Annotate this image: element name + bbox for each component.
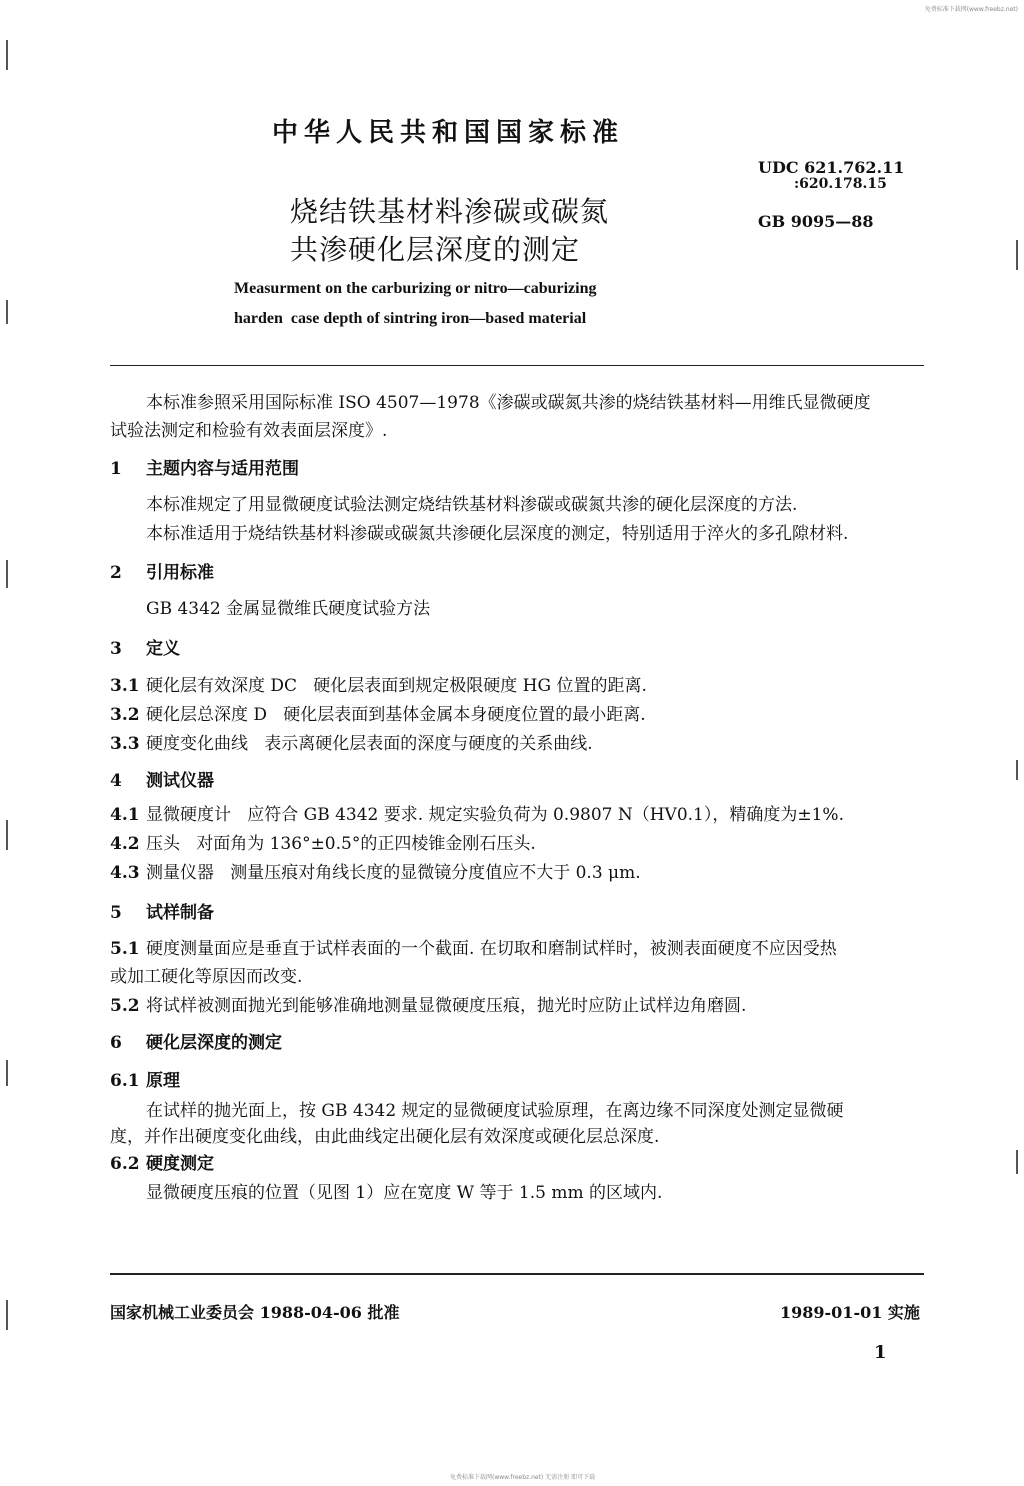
section-5-heading bbox=[110, 902, 214, 924]
section-title: 测试仪器 bbox=[146, 771, 214, 791]
section-2-heading bbox=[110, 562, 214, 584]
standard-number: GB 9095—88 bbox=[758, 212, 874, 231]
clause-5-1-continued: 或加工硬化等原因而改变. bbox=[110, 967, 303, 987]
udc-code-line2: :620.178.15 bbox=[794, 176, 887, 192]
national-standard-heading: 中华人民共和国国家标准 bbox=[272, 118, 625, 148]
clause-number: 4.2 bbox=[110, 834, 140, 854]
section-number: 4 bbox=[110, 771, 122, 791]
footer-divider bbox=[110, 1273, 924, 1275]
clause-3-1 bbox=[110, 675, 647, 697]
clause-text: 硬化层有效深度 DC 硬化层表面到规定极限硬度 HG 位置的距离. bbox=[146, 676, 647, 696]
clause-number: 6.2 bbox=[110, 1154, 140, 1174]
clause-title: 原理 bbox=[146, 1071, 180, 1091]
clause-number: 4.3 bbox=[110, 863, 140, 883]
section-1-heading bbox=[110, 458, 299, 480]
clause-number: 3.3 bbox=[110, 734, 140, 754]
clause-text: 测量仪器 测量压痕对角线长度的显微镜分度值应不大于 0.3 μm. bbox=[146, 863, 641, 883]
clause-4-1 bbox=[110, 804, 844, 826]
section-2-paragraph1: GB 4342 金属显微维氏硬度试验方法 bbox=[146, 599, 431, 619]
clause-6-2-heading bbox=[110, 1153, 214, 1175]
section-6-heading bbox=[110, 1032, 282, 1054]
clause-6-2-paragraph: 显微硬度压痕的位置（见图 1）应在宽度 W 等于 1.5 mm 的区域内. bbox=[146, 1183, 663, 1203]
english-title-line1: Measurment on the carburizing or nitro—caburizing bbox=[234, 280, 597, 297]
clause-number: 4.1 bbox=[110, 805, 140, 825]
section-4-heading bbox=[110, 770, 214, 792]
section-number: 3 bbox=[110, 639, 122, 659]
clause-5-2 bbox=[110, 995, 746, 1017]
clause-text: 压头 对面角为 136°±0.5°的正四棱锥金刚石压头. bbox=[146, 834, 536, 854]
clause-6-1-line2: 度，并作出硬度变化曲线，由此曲线定出硬化层有效深度或硬化层总深度. bbox=[110, 1127, 660, 1147]
intro-line2: 试验法测定和检验有效表面层深度》. bbox=[110, 421, 388, 441]
effective-date: 1989-01-01 实施 bbox=[780, 1303, 920, 1322]
document-title-line1: 烧结铁基材料渗碳或碳氮 bbox=[290, 195, 610, 228]
udc-code-line1: UDC 621.762.11 bbox=[758, 158, 905, 177]
clause-text: 硬化层总深度 D 硬化层表面到基体金属本身硬度位置的最小距离. bbox=[146, 705, 646, 725]
page-number: 1 bbox=[874, 1342, 887, 1363]
clause-5-1 bbox=[110, 938, 837, 960]
clause-number: 3.2 bbox=[110, 705, 140, 725]
clause-4-3 bbox=[110, 862, 641, 884]
clause-4-2 bbox=[110, 833, 536, 855]
section-title: 引用标准 bbox=[146, 563, 214, 583]
clause-number: 5.1 bbox=[110, 939, 140, 959]
watermark-top: 免费标准下载网(www.freebz.net) bbox=[924, 6, 1018, 13]
section-number: 1 bbox=[110, 459, 122, 479]
section-number: 2 bbox=[110, 563, 122, 583]
section-number: 6 bbox=[110, 1033, 122, 1053]
clause-6-1-line1: 在试样的抛光面上，按 GB 4342 规定的显微硬度试验原理，在离边缘不同深度处测定显微硬 bbox=[146, 1101, 844, 1121]
section-title: 试样制备 bbox=[146, 903, 214, 923]
section-title: 定义 bbox=[146, 639, 180, 659]
clause-number: 3.1 bbox=[110, 676, 140, 696]
section-1-paragraph2: 本标准适用于烧结铁基材料渗碳或碳氮共渗硬化层深度的测定，特别适用于淬火的多孔隙材料. bbox=[146, 524, 849, 544]
section-1-paragraph1: 本标准规定了用显微硬度试验法测定烧结铁基材料渗碳或碳氮共渗的硬化层深度的方法. bbox=[146, 495, 798, 515]
clause-6-1-heading bbox=[110, 1070, 180, 1092]
section-number: 5 bbox=[110, 903, 122, 923]
header-divider bbox=[110, 365, 924, 366]
clause-text: 显微硬度计 应符合 GB 4342 要求. 规定实验负荷为 0.9807 N（HV0.1），精确度为±1%. bbox=[146, 805, 844, 825]
intro-line1: 本标准参照采用国际标准 ISO 4507—1978《渗碳或碳氮共渗的烧结铁基材料—用维氏显微硬度 bbox=[146, 393, 871, 413]
clause-number: 6.1 bbox=[110, 1071, 140, 1091]
watermark-bottom: 免费标准下载网(www.freebz.net) 无需注册 即可下载 bbox=[450, 1474, 596, 1481]
document-title-line2: 共渗硬化层深度的测定 bbox=[290, 233, 581, 266]
section-title: 主题内容与适用范围 bbox=[146, 459, 299, 479]
section-3-heading bbox=[110, 638, 180, 660]
english-title-line2: harden case depth of sintring iron—based material bbox=[234, 310, 587, 327]
approval-line: 国家机械工业委员会 1988-04-06 批准 bbox=[110, 1303, 400, 1322]
clause-text: 将试样被测面抛光到能够准确地测量显微硬度压痕，抛光时应防止试样边角磨圆. bbox=[146, 996, 747, 1016]
clause-text: 硬度测量面应是垂直于试样表面的一个截面. 在切取和磨制试样时，被测表面硬度不应因受热 bbox=[146, 939, 837, 959]
clause-3-3 bbox=[110, 733, 593, 755]
clause-title: 硬度测定 bbox=[146, 1154, 214, 1174]
section-title: 硬化层深度的测定 bbox=[146, 1033, 282, 1053]
clause-text: 硬度变化曲线 表示离硬化层表面的深度与硬度的关系曲线. bbox=[146, 734, 593, 754]
clause-number: 5.2 bbox=[110, 996, 140, 1016]
clause-3-2 bbox=[110, 704, 646, 726]
